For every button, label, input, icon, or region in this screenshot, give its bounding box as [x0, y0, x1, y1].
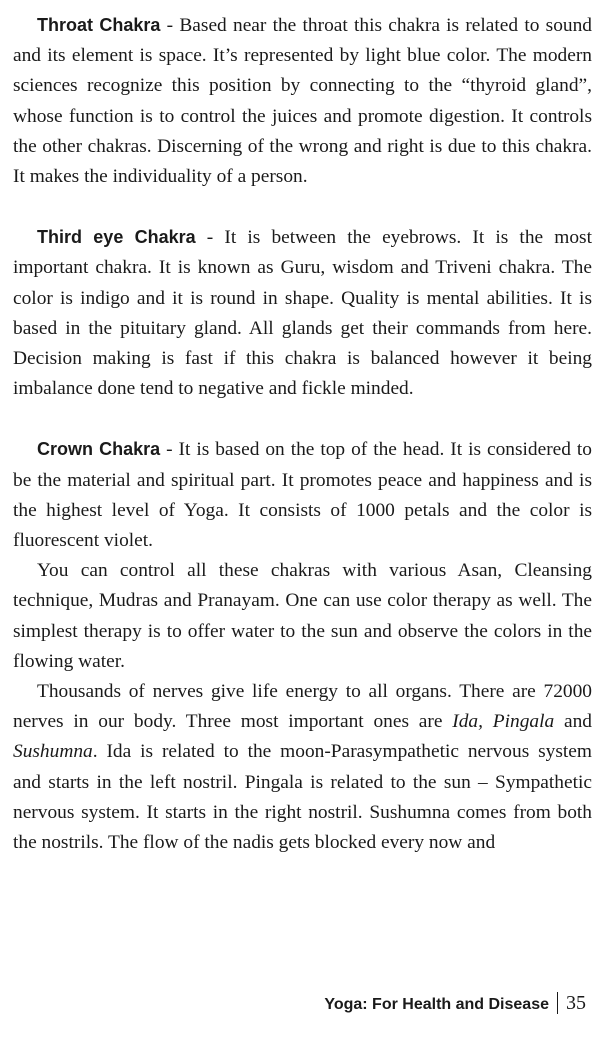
nerve-pingala: Pingala: [492, 711, 555, 733]
paragraph-gap: [13, 192, 592, 222]
nerves-text-before: Thousands of nerves give life energy to all organs. There are 72000 nerves in our body. Three most important ones are: [13, 681, 592, 733]
paragraph-throat-chakra: [13, 10, 592, 192]
page-footer: [324, 990, 586, 1018]
paragraph-third-eye-chakra: [13, 222, 592, 404]
running-footer-title: Yoga: For Health and Disease: [324, 996, 549, 1013]
term-third-eye-chakra: Third eye Chakra: [37, 227, 196, 248]
text-crown-chakra: - It is based on the top of the head. It is considered to be the material and spiritual part. It promotes peace and happiness and is the highest level of Yoga. It consists of 1000 petals and the color is fluorescent violet.: [13, 439, 593, 552]
nerve-ida: Ida,: [452, 711, 483, 733]
text-third-eye-chakra: - It is between the eyebrows. It is the most important chakra. It is known as Guru, wisdom and Triveni chakra. The color is indigo and it is round in shape. Quality is mental abilities. It is based in the pituitary gland. All glands get their commands from here. Decision making is fast if this chakra is balanced however it being imbalance done tend to negative and fickle minded.: [13, 227, 592, 400]
term-crown-chakra: Crown Chakra: [37, 439, 161, 460]
nerves-text-after: . Ida is related to the moon-Parasympathetic nervous system and starts in the left nostril. Pingala is related to the sun – Sympathetic nervous system. It starts in the right nostril. Sushumna comes from both the nostrils. The flow of the nadis gets blocked every now and: [13, 741, 592, 854]
page-content: [13, 10, 592, 858]
nerves-and: and: [554, 711, 592, 733]
paragraph-nerves: [13, 677, 592, 858]
nerves-space: [483, 711, 493, 732]
paragraph-gap: [13, 404, 592, 434]
paragraph-control-chakras: You can control all these chakras with various Asan, Cleansing technique, Mudras and Pranayam. One can use color therapy as well. The simplest therapy is to offer water to the sun and observe the colors in the flowing water.: [13, 560, 592, 672]
paragraph-crown-chakra: [13, 434, 592, 556]
footer-divider: [557, 992, 558, 1014]
page-number: 35: [566, 992, 586, 1014]
nerve-sushumna: Sushumna: [13, 741, 93, 763]
text-throat-chakra: - Based near the throat this chakra is related to sound and its element is space. It’s represented by light blue color. The modern sciences recognize this position by connecting to the “thyroid gland”, whose function is to control the juices and promote digestion. It controls the other chakras. Discerning of the wrong and right is due to this chakra. It makes the individuality of a person.: [13, 15, 592, 188]
term-throat-chakra: Throat Chakra: [37, 15, 161, 35]
